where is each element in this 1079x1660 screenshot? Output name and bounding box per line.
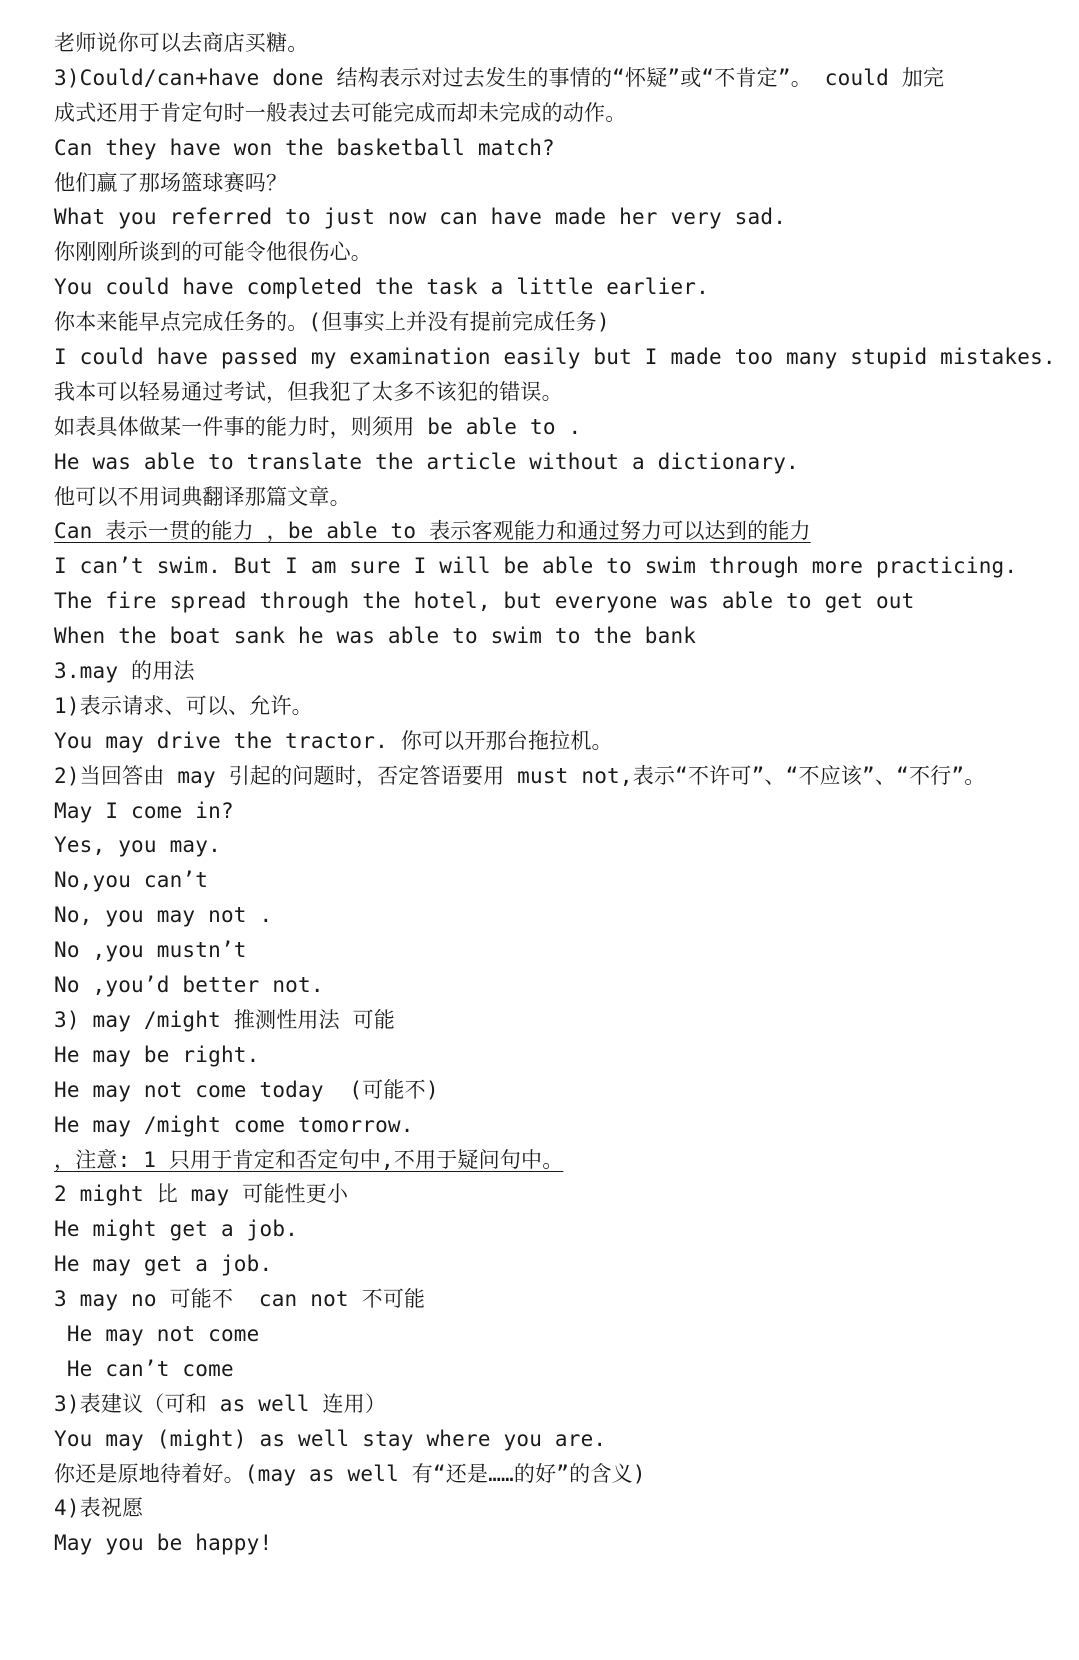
text-line: I could have passed my examination easily but I made too many stupid mistakes.: [54, 345, 1056, 370]
section-heading: 3.may 的用法: [54, 659, 195, 684]
text-line: You could have completed the task a little earlier.: [54, 275, 709, 300]
text-line: 1)表示请求、可以、允许。: [54, 693, 313, 718]
text-line: I can’t swim. But I am sure I will be able to swim through more practicing.: [54, 554, 1018, 579]
text-line: No ,you’d better not.: [54, 973, 324, 998]
text-line: 3) may /might 推测性用法 可能: [54, 1007, 396, 1032]
underlined-note-line: Can 表示一贯的能力 ，be able to 表示客观能力和通过努力可以达到的能力: [54, 519, 811, 544]
text-line: 你还是原地待着好。(may as well 有“还是……的好”的含义): [54, 1461, 646, 1486]
text-line: No,you can’t: [54, 868, 209, 893]
text-line: He may not come today (可能不): [54, 1077, 439, 1102]
text-line: 老师说你可以去商店买糖。: [54, 31, 309, 55]
text-line: 成式还用于肯定句时一般表过去可能完成而却未完成的动作。: [54, 100, 627, 125]
text-line: 2 might 比 may 可能性更小: [54, 1182, 349, 1207]
text-line: May I come in?: [54, 798, 234, 823]
text-line: He might get a job.: [54, 1217, 299, 1242]
text-line: He may /might come tomorrow.: [54, 1112, 414, 1137]
text-line: 3 may no 可能不 can not 不可能: [54, 1287, 426, 1312]
text-line: 4)表祝愿: [54, 1496, 144, 1521]
text-line: No ,you mustn’t: [54, 938, 247, 963]
text-line: 他可以不用词典翻译那篇文章。: [54, 484, 351, 509]
text-line: The fire spread through the hotel, but everyone was able to get out: [54, 589, 915, 614]
text-line: No, you may not .: [54, 903, 273, 928]
text-line: 他们赢了那场篮球赛吗？: [54, 170, 288, 195]
underlined-note-line: ，注意: 1 只用于肯定和否定句中,不用于疑问句中。: [54, 1147, 564, 1172]
text-line: 2)当回答由 may 引起的问题时，否定答语要用 must not,表示“不许可”、“不应该”、“不行”。: [54, 763, 986, 788]
text-line: Yes, you may.: [54, 833, 221, 858]
text-line: 3)表建议（可和 as well 连用）: [54, 1391, 387, 1416]
text-line: May you be happy!: [54, 1531, 273, 1556]
text-line: 你刚刚所谈到的可能令他很伤心。: [54, 240, 372, 265]
text-line: He may be right.: [54, 1042, 260, 1067]
text-line: You may drive the tractor. 你可以开那台拖拉机。: [54, 728, 613, 753]
text-line: 3)Could/can+have done 结构表示对过去发生的事情的“怀疑”或“不肯定”。 could 加完: [54, 65, 945, 90]
text-line: What you referred to just now can have made her very sad.: [54, 205, 787, 230]
text-line: When the boat sank he was able to swim to the bank: [54, 624, 697, 649]
text-line: 我本可以轻易通过考试，但我犯了太多不该犯的错误。: [54, 379, 563, 404]
text-line: He can’t come: [54, 1356, 234, 1381]
text-line: He may get a job.: [54, 1252, 273, 1277]
text-line: Can they have won the basketball match?: [54, 135, 555, 160]
text-line: 如表具体做某一件事的能力时，则须用 be able to .: [54, 414, 582, 439]
text-line: You may (might) as well stay where you are.: [54, 1426, 607, 1451]
document-body: [54, 26, 1054, 1561]
text-line: 你本来能早点完成任务的。(但事实上并没有提前完成任务): [54, 310, 610, 335]
text-line: He may not come: [54, 1321, 260, 1346]
text-line: He was able to translate the article without a dictionary.: [54, 449, 799, 474]
